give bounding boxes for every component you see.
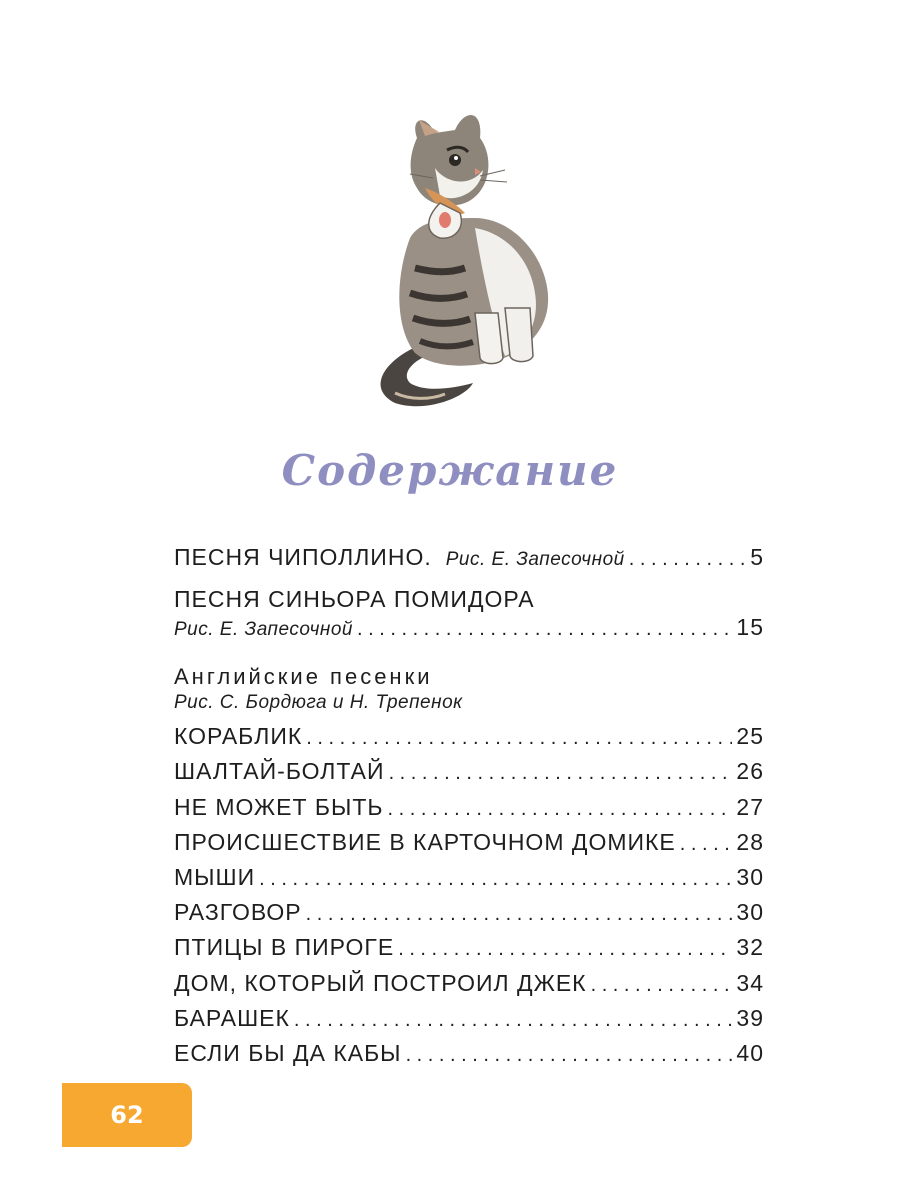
dot-leader	[306, 895, 733, 932]
group-credit: Рис. С. Бордюга и Н. Трепенок	[174, 692, 463, 714]
toc-entry	[174, 930, 764, 965]
entry-page: 25	[736, 723, 764, 750]
entry-credit: Рис. Е. Запесочной	[445, 549, 625, 570]
entry-page: 28	[736, 828, 764, 855]
dot-leader	[680, 825, 733, 862]
toc-entry	[174, 1036, 764, 1071]
entry-title: МЫШИ	[174, 863, 256, 890]
page-number: 62	[110, 1101, 144, 1129]
entry-title: ПЕСНЯ СИНЬОРА ПОМИДОРА	[174, 586, 535, 613]
toc-entry	[174, 540, 764, 575]
group-title: Английские песенки	[174, 664, 433, 690]
entry-title: ДОМ, КОТОРЫЙ ПОСТРОИЛ ДЖЕК	[174, 969, 587, 996]
dot-leader	[259, 860, 732, 897]
toc-entry	[174, 895, 764, 930]
entry-credit: Рис. Е. Запесочной	[174, 619, 353, 641]
entry-title: ПЕСНЯ ЧИПОЛЛИНО.	[174, 544, 432, 570]
entry-page: 30	[736, 863, 764, 890]
page-title: Содержание	[281, 446, 619, 495]
entry-title: НЕ МОЖЕТ БЫТЬ	[174, 793, 384, 820]
table-of-contents	[174, 540, 764, 1071]
entry-title: БАРАШЕК	[174, 1004, 290, 1031]
entry-title: РАЗГОВОР	[174, 899, 302, 926]
entry-page: 39	[736, 1004, 764, 1031]
toc-entry	[174, 825, 764, 860]
toc-entry	[174, 585, 764, 641]
dot-leader	[306, 719, 732, 756]
dot-leader	[406, 1036, 733, 1073]
toc-entry	[174, 860, 764, 895]
dot-leader	[398, 930, 732, 967]
entry-title: КОРАБЛИК	[174, 723, 303, 750]
entry-page: 40	[736, 1039, 764, 1066]
entry-title: ШАЛТАЙ-БОЛТАЙ	[174, 758, 385, 785]
entry-page: 30	[736, 899, 764, 926]
entry-title: ПРОИСШЕСТВИЕ В КАРТОЧНОМ ДОМИКЕ	[174, 828, 676, 855]
entry-title: ЕСЛИ БЫ ДА КАБЫ	[174, 1039, 402, 1066]
entry-title: ПТИЦЫ В ПИРОГЕ	[174, 934, 395, 961]
entry-page: 5	[750, 544, 764, 570]
toc-entry	[174, 790, 764, 825]
entry-page: 26	[736, 758, 764, 785]
dot-leader	[389, 754, 733, 791]
entry-page: 32	[736, 934, 764, 961]
toc-entry	[174, 719, 764, 754]
toc-entry	[174, 966, 764, 1001]
toc-entry	[174, 1001, 764, 1036]
entry-page: 27	[736, 793, 764, 820]
dot-leader	[629, 540, 746, 577]
dot-leader	[357, 613, 732, 643]
entry-page: 15	[736, 614, 764, 641]
toc-entry	[174, 754, 764, 789]
dot-leader	[294, 1001, 733, 1038]
kitten-scratching-icon	[355, 108, 575, 418]
entry-page: 34	[736, 969, 764, 996]
dot-leader	[388, 790, 733, 827]
page-number-badge	[62, 1083, 192, 1147]
toc-group	[174, 663, 764, 715]
dot-leader	[591, 966, 733, 1003]
